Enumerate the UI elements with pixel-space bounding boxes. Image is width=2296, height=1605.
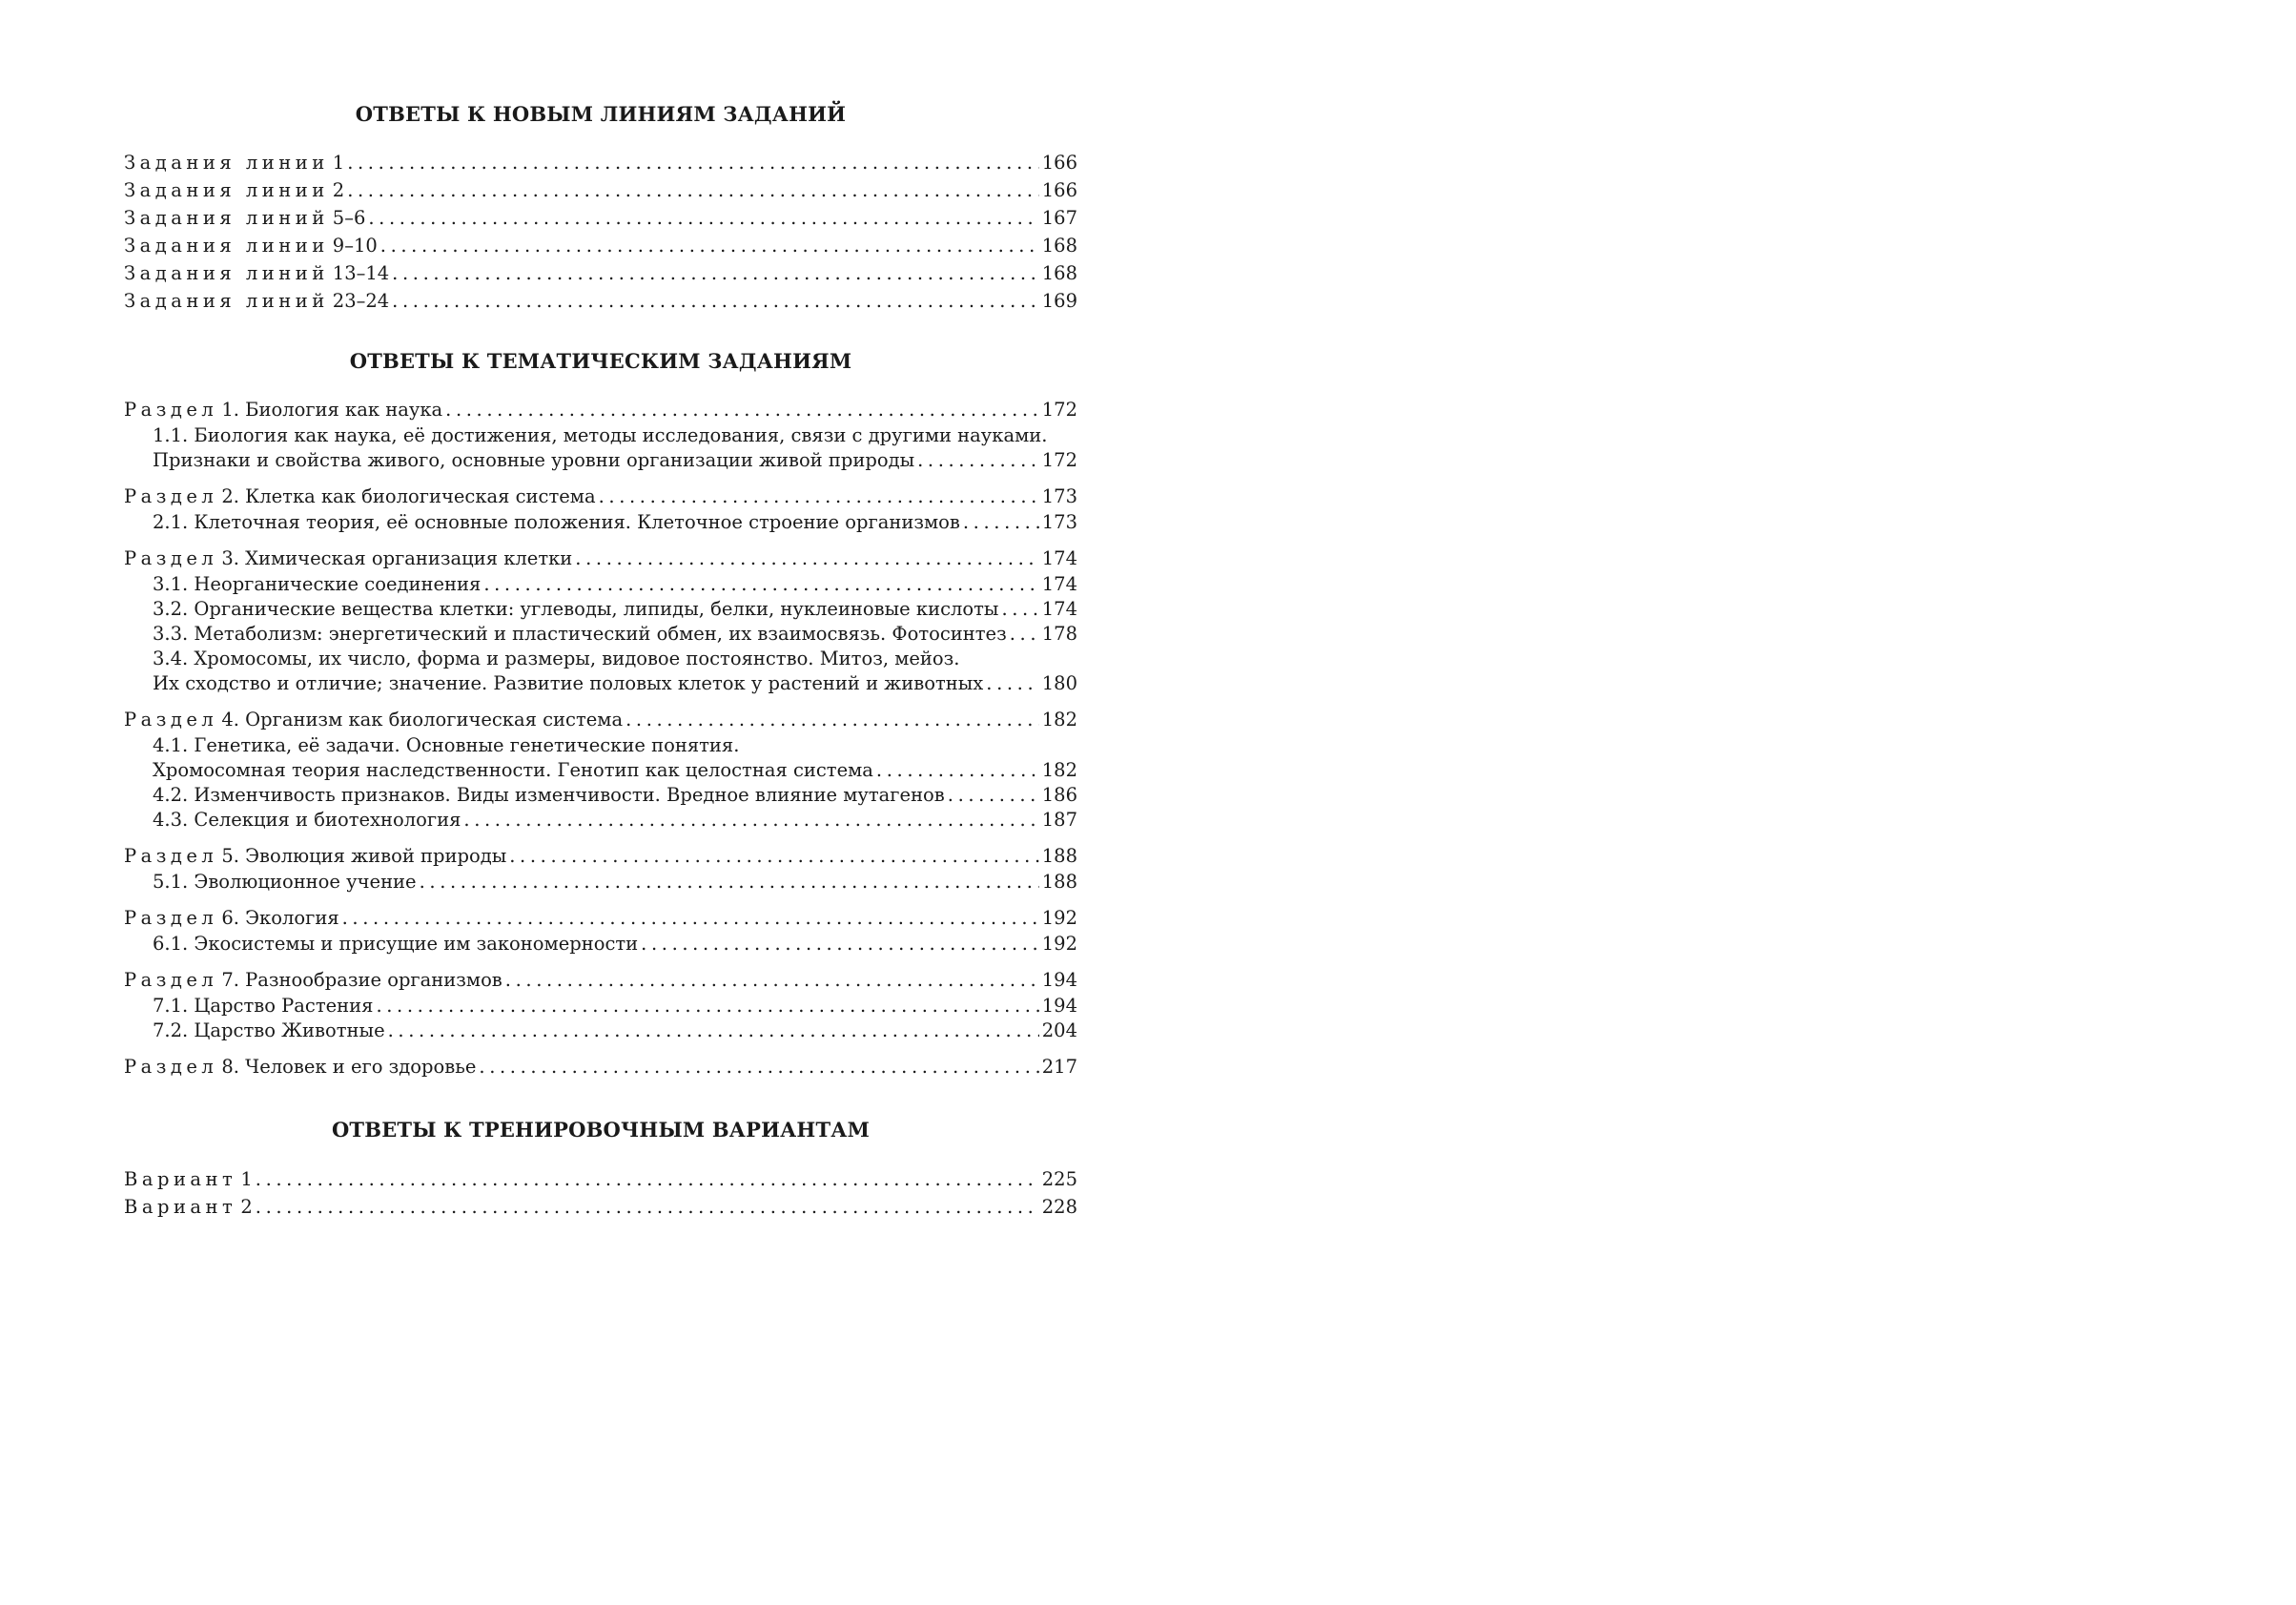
page-number: 173 bbox=[1041, 511, 1077, 533]
entry-text: 6. Экология bbox=[221, 907, 339, 929]
toc-group bbox=[124, 966, 1077, 1043]
dot-leader bbox=[347, 149, 1039, 176]
toc-group bbox=[124, 706, 1077, 833]
entry-label: Раздел bbox=[124, 547, 218, 569]
entry-label: Раздел bbox=[124, 399, 218, 421]
entry-text: 3.3. Метаболизм: энергетический и пластический обмен, их взаимосвязь. Фотосинтез bbox=[153, 623, 1007, 645]
toc-subentry[interactable] bbox=[124, 932, 1077, 957]
dot-leader bbox=[509, 842, 1039, 870]
entry-text: 1 bbox=[240, 1168, 253, 1190]
toc-subentry-line bbox=[124, 647, 1077, 671]
entry-label: Задания линии bbox=[124, 179, 329, 201]
entry-text: 4.1. Генетика, её задачи. Основные генетические понятия. bbox=[153, 734, 740, 756]
entry-text: 3.4. Хромосомы, их число, форма и размеры, видовое постоянство. Митоз, мейоз. bbox=[153, 648, 960, 669]
entry-text: 2 bbox=[240, 1196, 253, 1218]
entry-text: 2 bbox=[332, 179, 345, 201]
dot-leader bbox=[575, 545, 1038, 572]
toc-subentry-line bbox=[124, 423, 1077, 448]
entry-text: 4.2. Изменчивость признаков. Виды изменчивости. Вредное влияние мутагенов bbox=[153, 784, 945, 806]
toc-subentry[interactable] bbox=[124, 572, 1077, 597]
toc-entry[interactable] bbox=[124, 545, 1077, 572]
dot-leader bbox=[392, 259, 1039, 287]
dot-leader bbox=[986, 671, 1039, 696]
toc-group bbox=[124, 483, 1077, 535]
page-number: 178 bbox=[1041, 623, 1077, 645]
dot-leader bbox=[445, 396, 1039, 423]
dot-leader bbox=[1010, 622, 1039, 647]
toc-group bbox=[124, 842, 1077, 895]
toc-subentry[interactable] bbox=[124, 994, 1077, 1019]
entry-text: 13–14 bbox=[332, 262, 390, 284]
page-number: 225 bbox=[1041, 1168, 1077, 1190]
entry-label: Задания линий bbox=[124, 262, 329, 284]
toc-entry[interactable] bbox=[124, 706, 1077, 733]
page-number: 182 bbox=[1041, 709, 1077, 730]
page-number: 169 bbox=[1041, 290, 1077, 312]
entry-text: 4.3. Селекция и биотехнология bbox=[153, 809, 461, 831]
section-heading: ОТВЕТЫ К НОВЫМ ЛИНИЯМ ЗАДАНИЙ bbox=[355, 102, 847, 126]
toc-entry[interactable] bbox=[124, 1053, 1077, 1080]
entry-text: 6.1. Экосистемы и присущие им закономерности bbox=[153, 933, 639, 955]
entry-label: Раздел bbox=[124, 1056, 218, 1078]
entry-text: 7.2. Царство Животные bbox=[153, 1019, 385, 1041]
entry-text: 5. Эволюция живой природы bbox=[221, 845, 507, 867]
entry-text: 8. Человек и его здоровье bbox=[221, 1056, 477, 1078]
dot-leader bbox=[948, 783, 1039, 808]
dot-leader bbox=[876, 758, 1039, 783]
entry-label: Раздел bbox=[124, 969, 218, 991]
entry-text: 3.1. Неорганические соединения bbox=[153, 573, 482, 595]
toc-subentry-line bbox=[124, 733, 1077, 758]
entry-text: Их сходство и отличие; значение. Развитие половых клеток у растений и животных bbox=[153, 672, 984, 694]
page-number: 192 bbox=[1041, 907, 1077, 929]
page-number: 182 bbox=[1041, 759, 1077, 781]
page-number: 192 bbox=[1041, 933, 1077, 955]
dot-leader bbox=[376, 994, 1038, 1019]
entry-text: Признаки и свойства живого, основные уровни организации живой природы bbox=[153, 449, 915, 471]
dot-leader bbox=[342, 904, 1039, 932]
entry-label: Раздел bbox=[124, 845, 218, 867]
page-number: 174 bbox=[1041, 573, 1077, 595]
toc-subentry[interactable] bbox=[124, 783, 1077, 808]
dot-leader bbox=[963, 510, 1039, 535]
page-number: 186 bbox=[1041, 784, 1077, 806]
page-number: 168 bbox=[1041, 262, 1077, 284]
toc-group bbox=[124, 545, 1077, 696]
table-of-contents bbox=[124, 91, 1077, 1221]
page-number: 166 bbox=[1041, 179, 1077, 201]
entry-label: Раздел bbox=[124, 485, 218, 507]
toc-entry[interactable] bbox=[124, 966, 1077, 994]
dot-leader bbox=[917, 448, 1039, 473]
dot-leader bbox=[505, 966, 1039, 994]
dot-leader bbox=[463, 808, 1038, 833]
dot-leader bbox=[256, 1193, 1039, 1221]
entry-label: Раздел bbox=[124, 709, 218, 730]
toc-group bbox=[124, 1053, 1077, 1080]
page-number: 168 bbox=[1041, 235, 1077, 257]
toc-entry[interactable] bbox=[124, 176, 1077, 204]
entry-label: Задания линии bbox=[124, 152, 329, 174]
toc-subentry[interactable] bbox=[124, 448, 1077, 473]
dot-leader bbox=[420, 870, 1039, 895]
page-number: 217 bbox=[1041, 1056, 1077, 1078]
toc-group bbox=[124, 396, 1077, 473]
entry-label: Вариант bbox=[124, 1168, 237, 1190]
page-number: 167 bbox=[1041, 207, 1077, 229]
entry-text: 23–24 bbox=[332, 290, 390, 312]
dot-leader bbox=[380, 232, 1039, 259]
page-number: 194 bbox=[1041, 969, 1077, 991]
toc-subentry[interactable] bbox=[124, 671, 1077, 696]
dot-leader bbox=[368, 204, 1038, 232]
toc-entry[interactable] bbox=[124, 396, 1077, 423]
page-number: 187 bbox=[1041, 809, 1077, 831]
toc-subentry[interactable] bbox=[124, 597, 1077, 622]
entry-label: Вариант bbox=[124, 1196, 237, 1218]
dot-leader bbox=[641, 932, 1039, 957]
entry-label: Задания линий bbox=[124, 207, 329, 229]
toc-subentry[interactable] bbox=[124, 622, 1077, 647]
toc-entry[interactable] bbox=[124, 149, 1077, 176]
entry-text: 4. Организм как биологическая система bbox=[221, 709, 624, 730]
entry-text: 1.1. Биология как наука, её достижения, методы исследования, связи с другими науками. bbox=[153, 424, 1048, 446]
page-number: 188 bbox=[1041, 871, 1077, 893]
section-heading: ОТВЕТЫ К ТРЕНИРОВОЧНЫМ ВАРИАНТАМ bbox=[331, 1118, 871, 1142]
page-number: 228 bbox=[1041, 1196, 1077, 1218]
dot-leader bbox=[388, 1019, 1039, 1043]
dot-leader bbox=[479, 1053, 1038, 1080]
toc-entry[interactable] bbox=[124, 904, 1077, 932]
toc-subentry[interactable] bbox=[124, 758, 1077, 783]
dot-leader bbox=[625, 706, 1039, 733]
page-number: 188 bbox=[1041, 845, 1077, 867]
entry-text: 1 bbox=[332, 152, 345, 174]
entry-text: 2. Клетка как биологическая система bbox=[221, 485, 596, 507]
entry-text: 5.1. Эволюционное учение bbox=[153, 871, 417, 893]
page-number: 173 bbox=[1041, 485, 1077, 507]
page-number: 172 bbox=[1041, 449, 1077, 471]
page-number: 172 bbox=[1041, 399, 1077, 421]
toc-subentry[interactable] bbox=[124, 1019, 1077, 1043]
toc-entry[interactable] bbox=[124, 1165, 1077, 1193]
dot-leader bbox=[1001, 597, 1038, 622]
entry-text: 7.1. Царство Растения bbox=[153, 995, 374, 1017]
section-heading: ОТВЕТЫ К ТЕМАТИЧЕСКИМ ЗАДАНИЯМ bbox=[349, 349, 852, 373]
page-number: 174 bbox=[1041, 598, 1077, 620]
toc-entry[interactable] bbox=[124, 204, 1077, 232]
toc-subentry[interactable] bbox=[124, 510, 1077, 535]
page-number: 180 bbox=[1041, 672, 1077, 694]
entry-text: Хромосомная теория наследственности. Генотип как целостная система bbox=[153, 759, 873, 781]
toc-entry[interactable] bbox=[124, 232, 1077, 259]
toc-group bbox=[124, 904, 1077, 957]
dot-leader bbox=[483, 572, 1038, 597]
entry-label: Раздел bbox=[124, 907, 218, 929]
entry-text: 1. Биология как наука bbox=[221, 399, 443, 421]
entry-text: 3.2. Органические вещества клетки: углеводы, липиды, белки, нуклеиновые кислоты bbox=[153, 598, 999, 620]
toc-subentry[interactable] bbox=[124, 870, 1077, 895]
dot-leader bbox=[347, 176, 1039, 204]
dot-leader bbox=[599, 483, 1039, 510]
page-number: 204 bbox=[1041, 1019, 1077, 1041]
entry-text: 2.1. Клеточная теория, её основные положения. Клеточное строение организмов bbox=[153, 511, 960, 533]
page-number: 194 bbox=[1041, 995, 1077, 1017]
toc-subentry[interactable] bbox=[124, 808, 1077, 833]
entry-text: 7. Разнообразие организмов bbox=[221, 969, 502, 991]
entry-text: 5–6 bbox=[332, 207, 366, 229]
entry-label: Задания линии bbox=[124, 235, 329, 257]
page-number: 166 bbox=[1041, 152, 1077, 174]
entry-label: Задания линий bbox=[124, 290, 329, 312]
toc-entry[interactable] bbox=[124, 1193, 1077, 1221]
entry-text: 9–10 bbox=[332, 235, 378, 257]
toc-entry[interactable] bbox=[124, 287, 1077, 315]
entry-text: 3. Химическая организация клетки bbox=[221, 547, 573, 569]
toc-entry[interactable] bbox=[124, 483, 1077, 510]
toc-entry[interactable] bbox=[124, 842, 1077, 870]
dot-leader bbox=[392, 287, 1039, 315]
page-number: 174 bbox=[1041, 547, 1077, 569]
dot-leader bbox=[256, 1165, 1039, 1193]
toc-entry[interactable] bbox=[124, 259, 1077, 287]
